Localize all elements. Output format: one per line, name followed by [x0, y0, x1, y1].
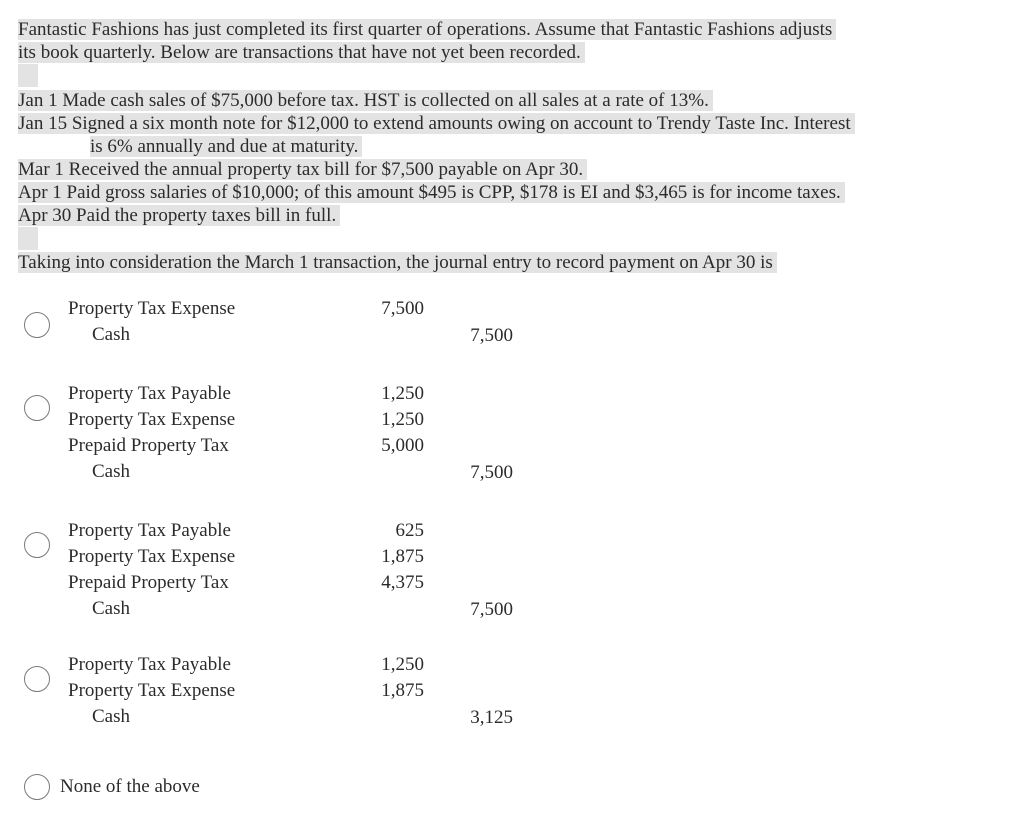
- radio-button-option-c[interactable]: [24, 532, 50, 558]
- radio-button-option-a[interactable]: [24, 312, 50, 338]
- transaction-jan-15-continued: is 6% annually and due at maturity.: [90, 136, 362, 157]
- intro-line-1: Fantastic Fashions has just completed its first quarter of operations. Assume that Fantastic Fashions adjusts: [18, 19, 836, 40]
- intro-paragraph: [18, 18, 836, 93]
- transactions-list: [18, 89, 855, 256]
- intro-spacer: [18, 64, 38, 87]
- option-a-account-1: Property Tax Expense: [68, 298, 236, 319]
- option-c-account-3: Prepaid Property Tax: [68, 572, 229, 593]
- option-b-account-4: Cash: [92, 461, 130, 482]
- option-d-credit-3: 3,125: [470, 707, 513, 728]
- radio-button-option-b[interactable]: [24, 395, 50, 421]
- transaction-jan-1: Jan 1 Made cash sales of $75,000 before tax. HST is collected on all sales at a rate of 13%.: [18, 90, 713, 111]
- option-c-debit-3: 4,375: [381, 572, 424, 593]
- radio-button-option-d[interactable]: [24, 666, 50, 692]
- option-c-debit-2: 1,875: [381, 546, 424, 567]
- option-a-credit-2: 7,500: [470, 325, 513, 346]
- option-b-debit-2: 1,250: [381, 409, 424, 430]
- option-b-account-1: Property Tax Payable: [68, 383, 231, 404]
- option-d-debit-1: 1,250: [381, 654, 424, 675]
- option-b-account-3: Prepaid Property Tax: [68, 435, 229, 456]
- option-d-debit-2: 1,875: [381, 680, 424, 701]
- option-d-account-1: Property Tax Payable: [68, 654, 231, 675]
- transaction-jan-15: Jan 15 Signed a six month note for $12,000 to extend amounts owing on account to Trendy Taste Inc. Interest: [18, 113, 855, 134]
- intro-line-2: its book quarterly. Below are transactions that have not yet been recorded.: [18, 42, 585, 63]
- transaction-apr-1: Apr 1 Paid gross salaries of $10,000; of this amount $495 is CPP, $178 is EI and $3,465 is for income taxes.: [18, 182, 845, 203]
- option-a-account-2: Cash: [92, 324, 130, 345]
- transaction-mar-1: Mar 1 Received the annual property tax bill for $7,500 payable on Apr 30.: [18, 159, 587, 180]
- option-d-account-2: Property Tax Expense: [68, 680, 236, 701]
- option-c-credit-4: 7,500: [470, 599, 513, 620]
- option-a-debit-1: 7,500: [381, 298, 424, 319]
- option-c-account-1: Property Tax Payable: [68, 520, 231, 541]
- option-b-account-2: Property Tax Expense: [68, 409, 236, 430]
- question-text-block: [18, 251, 777, 274]
- radio-button-option-e[interactable]: [24, 774, 50, 800]
- question-text: Taking into consideration the March 1 transaction, the journal entry to record payment on Apr 30 is: [18, 252, 777, 273]
- option-c-account-2: Property Tax Expense: [68, 546, 236, 567]
- option-b-debit-1: 1,250: [381, 383, 424, 404]
- option-b-credit-4: 7,500: [470, 462, 513, 483]
- option-c-account-4: Cash: [92, 598, 130, 619]
- option-b-debit-3: 5,000: [381, 435, 424, 456]
- option-e-label: None of the above: [60, 776, 200, 797]
- option-c-debit-1: 625: [395, 520, 424, 541]
- transactions-spacer: [18, 227, 38, 250]
- transaction-apr-30: Apr 30 Paid the property taxes bill in full.: [18, 205, 340, 226]
- option-d-account-3: Cash: [92, 706, 130, 727]
